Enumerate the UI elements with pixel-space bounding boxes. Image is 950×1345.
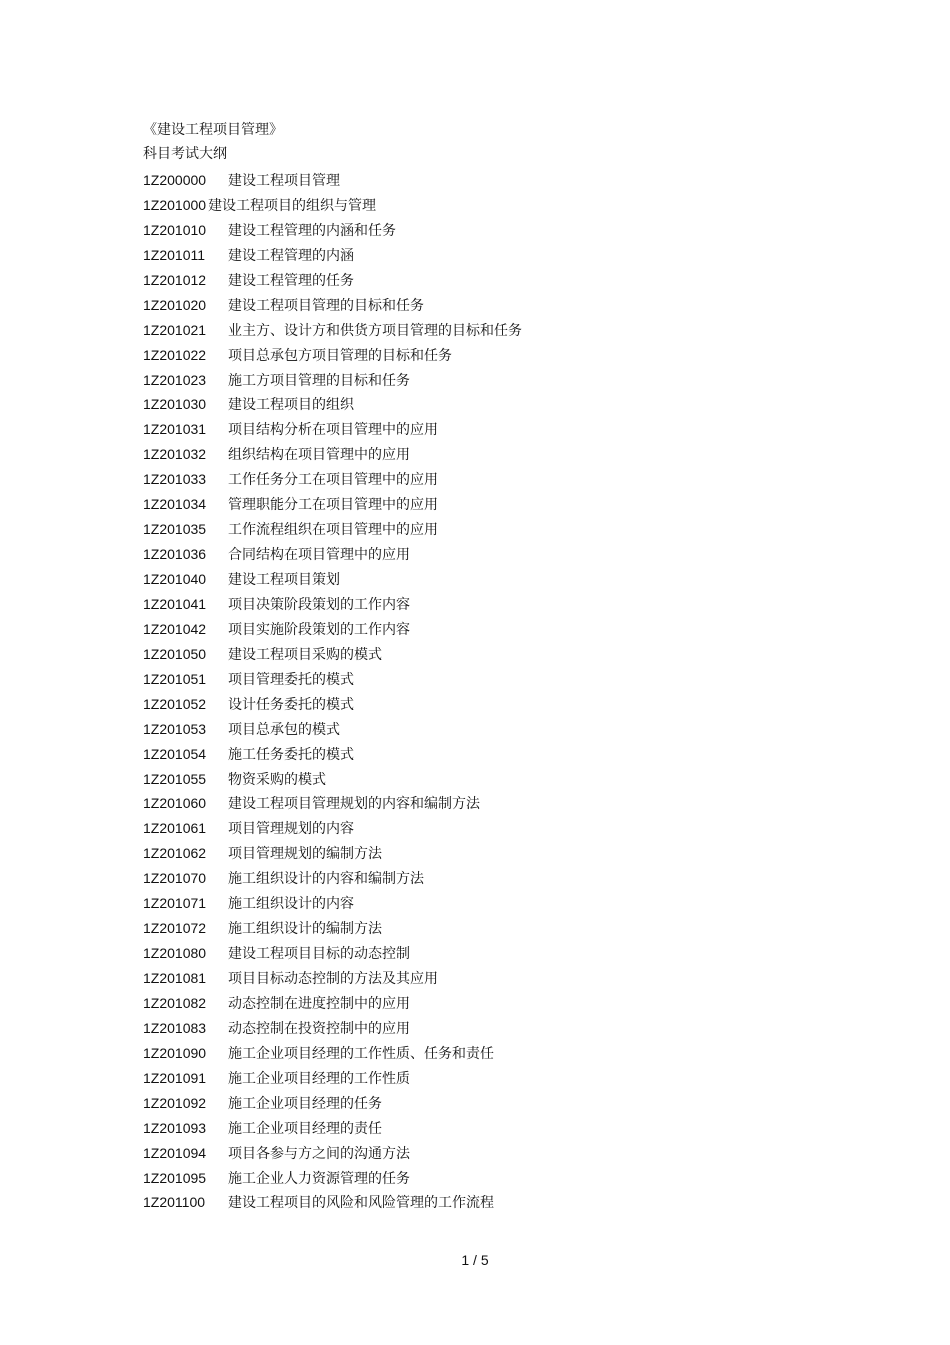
outline-text: 项目总承包的模式 (228, 721, 340, 738)
outline-code: 1Z201022 (143, 346, 207, 363)
outline-row (143, 891, 843, 916)
outline-code: 1Z201060 (143, 795, 207, 812)
outline-text: 工作流程组织在项目管理中的应用 (228, 522, 438, 539)
outline-code: 1Z201032 (143, 446, 207, 463)
outline-row (143, 1041, 843, 1066)
outline-row (143, 941, 843, 966)
outline-text: 项目总承包方项目管理的目标和任务 (228, 347, 452, 364)
outline-row (143, 966, 843, 991)
document-header (143, 118, 283, 166)
outline-code: 1Z201040 (143, 571, 207, 587)
outline-code: 1Z201091 (143, 1069, 207, 1086)
outline-code: 1Z201100 (143, 1194, 206, 1211)
outline-code: 1Z201033 (143, 471, 207, 488)
outline-code: 1Z201031 (143, 421, 207, 438)
outline-text: 建设工程项目目标的动态控制 (228, 946, 410, 963)
outline-text: 建设工程项目采购的模式 (228, 646, 382, 663)
outline-text: 施工方项目管理的目标和任务 (228, 372, 410, 389)
outline-row (143, 1091, 843, 1116)
outline-code: 1Z201010 (143, 221, 207, 238)
outline-row (143, 368, 843, 393)
outline-row (143, 467, 843, 492)
outline-row (143, 542, 843, 567)
outline-text: 项目管理规划的内容 (228, 821, 354, 838)
outline-code: 1Z201071 (143, 895, 207, 912)
outline-text: 施工企业人力资源管理的任务 (228, 1170, 410, 1187)
outline-text: 建设工程管理的内涵和任务 (228, 222, 396, 239)
outline-row (143, 617, 843, 642)
outline-code: 1Z201036 (143, 546, 207, 563)
outline-code: 1Z201053 (143, 720, 207, 737)
outline-text: 施工企业项目经理的任务 (228, 1095, 382, 1112)
outline-row (143, 193, 843, 218)
outline-row (143, 168, 843, 193)
outline-text: 项目决策阶段策划的工作内容 (228, 596, 410, 613)
outline-code: 1Z201092 (143, 1094, 207, 1111)
outline-row (143, 866, 843, 891)
outline-code: 1Z201080 (143, 945, 207, 962)
outline-text: 工作任务分工在项目管理中的应用 (228, 472, 438, 489)
outline-row (143, 1166, 843, 1191)
outline-code: 1Z201055 (143, 770, 207, 787)
outline-code: 1Z201041 (143, 595, 207, 612)
outline-text: 合同结构在项目管理中的应用 (228, 547, 410, 564)
outline-row (143, 642, 843, 667)
outline-code: 1Z201023 (143, 371, 207, 388)
outline-row (143, 567, 843, 592)
outline-text: 施工企业项目经理的工作性质、任务和责任 (228, 1045, 494, 1062)
outline-code: 1Z201011 (143, 246, 206, 263)
outline-code: 1Z201052 (143, 695, 207, 712)
outline-row (143, 916, 843, 941)
outline-code: 1Z201081 (143, 970, 207, 986)
outline-text: 建设工程管理的任务 (228, 272, 354, 289)
outline-text: 项目结构分析在项目管理中的应用 (228, 422, 438, 439)
outline-row (143, 667, 843, 692)
document-title: 《建设工程项目管理》 (143, 122, 283, 138)
outline-text: 施工组织设计的编制方法 (228, 921, 382, 938)
outline-text: 建设工程项目策划 (228, 572, 340, 588)
outline-code: 1Z201021 (143, 321, 207, 338)
outline-row (143, 343, 843, 368)
outline-text: 施工组织设计的内容和编制方法 (228, 871, 424, 888)
outline-code: 1Z201054 (143, 745, 207, 762)
outline-text: 施工企业项目经理的责任 (228, 1120, 382, 1137)
syllabus-outline (143, 168, 843, 1215)
outline-row (143, 218, 843, 243)
outline-text: 建设工程管理的内涵 (228, 247, 354, 264)
outline-row (143, 517, 843, 542)
outline-code: 1Z201093 (143, 1119, 207, 1136)
outline-row (143, 816, 843, 841)
outline-text: 动态控制在投资控制中的应用 (228, 1020, 410, 1037)
outline-text: 业主方、设计方和供货方项目管理的目标和任务 (228, 322, 522, 339)
outline-row (143, 1016, 843, 1041)
outline-text: 建设工程项目管理规划的内容和编制方法 (228, 796, 480, 813)
outline-text: 项目目标动态控制的方法及其应用 (228, 971, 438, 987)
outline-text: 建设工程项目的组织 (228, 397, 354, 414)
outline-code: 1Z201095 (143, 1169, 207, 1186)
outline-code: 1Z201034 (143, 496, 207, 513)
outline-code: 1Z201061 (143, 820, 207, 837)
outline-code: 1Z201094 (143, 1144, 207, 1161)
outline-text: 建设工程项目管理的目标和任务 (228, 297, 424, 314)
outline-row (143, 293, 843, 318)
outline-row (143, 1190, 843, 1215)
outline-text: 项目管理委托的模式 (228, 671, 354, 688)
outline-text: 建设工程项目的风险和风险管理的工作流程 (228, 1195, 494, 1212)
outline-code: 1Z201051 (143, 670, 207, 687)
page-number: 1 / 5 (461, 1252, 489, 1268)
outline-text: 建设工程项目的组织与管理 (208, 197, 377, 214)
outline-code: 1Z201070 (143, 870, 207, 887)
outline-text: 项目各参与方之间的沟通方法 (228, 1145, 410, 1162)
outline-row (143, 791, 843, 816)
outline-row (143, 442, 843, 467)
outline-code: 1Z201090 (143, 1044, 207, 1061)
document-subtitle: 科目考试大纲 (143, 146, 227, 162)
outline-row (143, 767, 843, 792)
outline-code: 1Z200000 (143, 172, 207, 188)
outline-row (143, 243, 843, 268)
outline-text: 项目实施阶段策划的工作内容 (228, 621, 410, 638)
outline-text: 组织结构在项目管理中的应用 (228, 447, 410, 464)
outline-text: 施工任务委托的模式 (228, 746, 354, 763)
outline-row (143, 717, 843, 742)
outline-code: 1Z201030 (143, 396, 207, 413)
outline-row (143, 318, 843, 343)
outline-row (143, 1116, 843, 1141)
outline-text: 施工企业项目经理的工作性质 (228, 1070, 410, 1087)
outline-row (143, 592, 843, 617)
outline-code: 1Z201012 (143, 271, 207, 288)
outline-text: 设计任务委托的模式 (228, 696, 354, 713)
outline-text: 物资采购的模式 (228, 771, 326, 788)
outline-text: 管理职能分工在项目管理中的应用 (228, 497, 438, 514)
outline-code: 1Z201082 (143, 994, 207, 1011)
outline-row (143, 492, 843, 517)
outline-code: 1Z201062 (143, 845, 207, 862)
outline-text: 建设工程项目管理 (228, 173, 340, 189)
outline-row (143, 1066, 843, 1091)
outline-code: 1Z201072 (143, 920, 207, 937)
outline-row (143, 841, 843, 866)
outline-text: 动态控制在进度控制中的应用 (228, 995, 410, 1012)
outline-row (143, 742, 843, 767)
outline-code: 1Z201042 (143, 620, 207, 637)
outline-row (143, 417, 843, 442)
outline-text: 施工组织设计的内容 (228, 896, 354, 913)
outline-row (143, 1141, 843, 1166)
outline-text: 项目管理规划的编制方法 (228, 846, 382, 863)
outline-row (143, 991, 843, 1016)
outline-row (143, 268, 843, 293)
outline-code: 1Z201035 (143, 521, 207, 538)
outline-row (143, 392, 843, 417)
outline-code: 1Z201083 (143, 1019, 207, 1036)
outline-code: 1Z201050 (143, 645, 207, 662)
outline-code: 1Z201000 (143, 196, 207, 213)
outline-code: 1Z201020 (143, 296, 207, 313)
outline-row (143, 692, 843, 717)
